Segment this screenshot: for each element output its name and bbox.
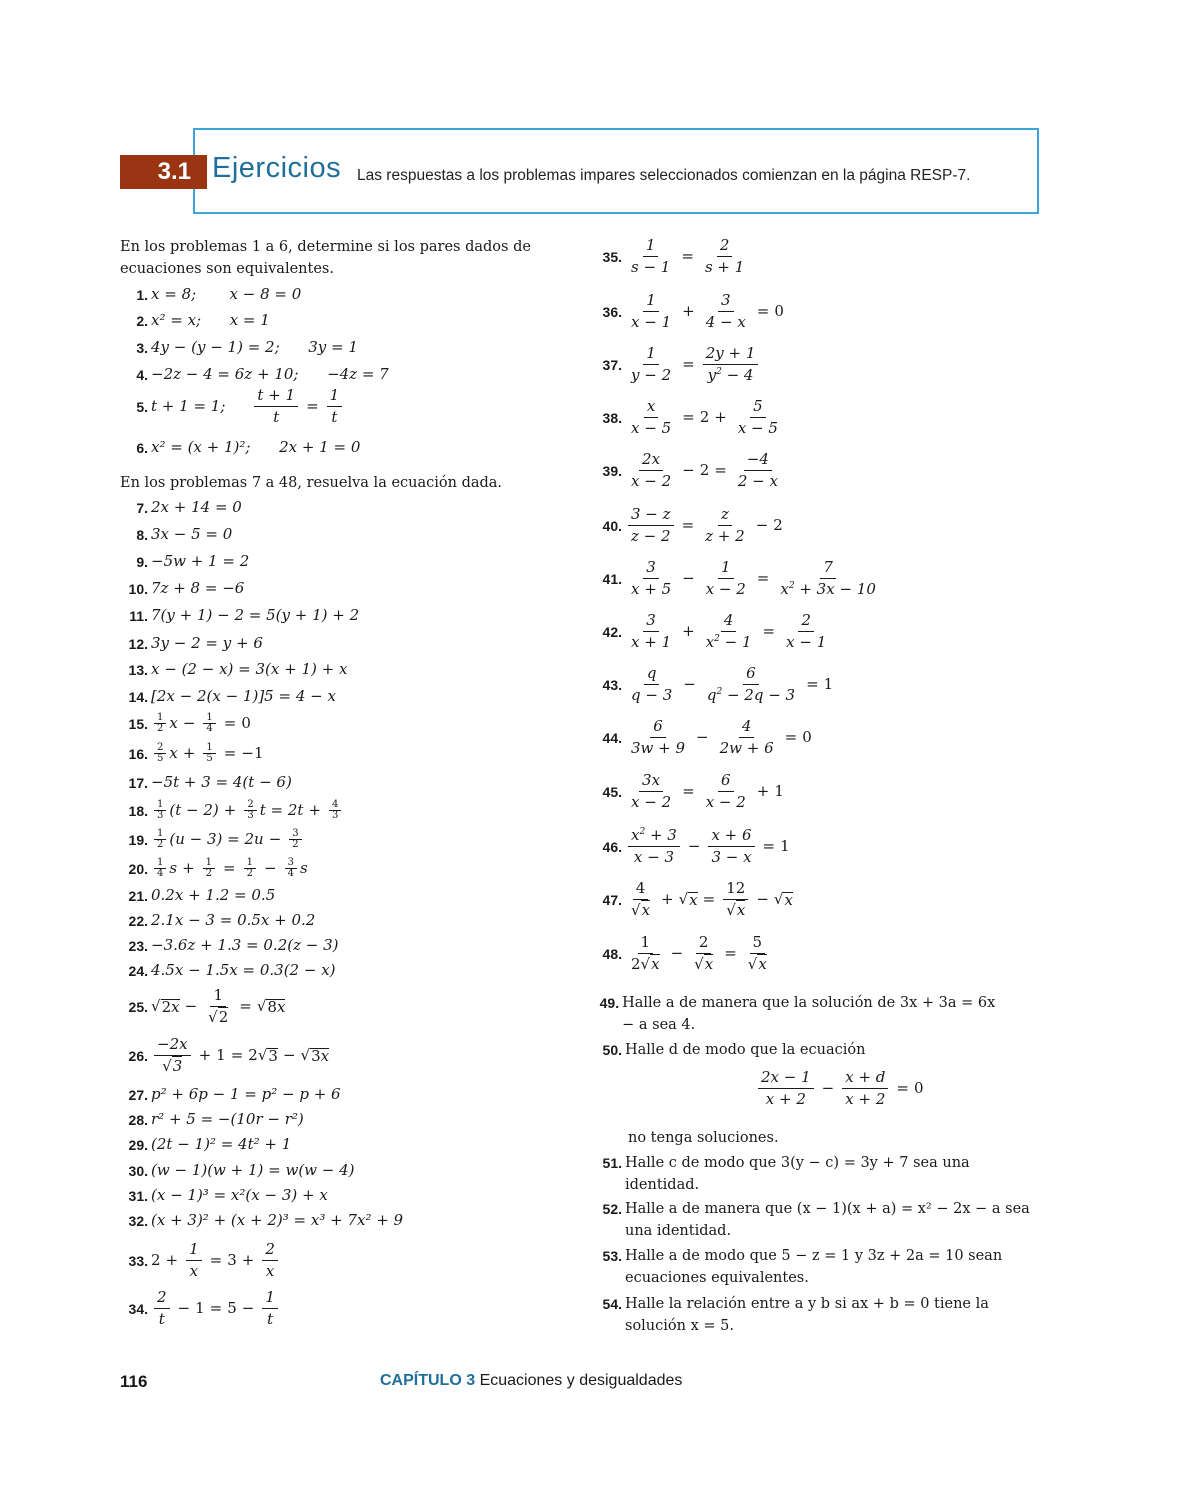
exercise-6: 6. x² = (x + 1)²; 2x + 1 = 0 <box>136 438 361 456</box>
exercise-2: 2. x² = x; x = 1 <box>136 311 270 329</box>
exercise-28: 28. r² + 5 = −(10r − r²) <box>128 1110 304 1128</box>
exercise-17: 17. −5t + 3 = 4(t − 6) <box>128 773 292 791</box>
exercise-29: 29. (2t − 1)² = 4t² + 1 <box>128 1135 292 1153</box>
exercise-18: 18. $\frac{1}{3}$ (t − 2) + $\frac{2}{3}$ t = 2t + $\frac{4}{3}$ <box>120 800 344 821</box>
intro-7-48: En los problemas 7 a 48, resuelva la ecuación dada. <box>120 475 503 491</box>
exercise-35: 35. $\frac{1}{s - 1}$ = $\frac{2}{s + 1}$ <box>602 236 745 276</box>
right-column <box>585 0 1045 1360</box>
exercise-34: 34. $\frac{2}{t}$ − 1 = 5 − $\frac{1}{t}$ <box>120 1290 281 1327</box>
exercise-48: 48. $\frac{1}{2√x}$ − $\frac{2}{√x}$ = $\frac{5}{√x}$ <box>602 933 767 973</box>
exercise-23: 23. −3.6z + 1.3 = 0.2(z − 3) <box>128 936 339 954</box>
exercise-21: 21. 0.2x + 1.2 = 0.5 <box>128 886 276 904</box>
exercise-52: 52. Halle a de manera que (x − 1)(x + a) = x² − 2x − a sea una identidad. <box>602 1201 1030 1239</box>
exercise-50: 50. Halle d de modo que la ecuación <box>602 1042 866 1058</box>
exercise-37: 37. $\frac{1}{y - 2}$ = $\frac{2y + 1}{y^2 - 4}$ <box>585 346 761 383</box>
exercise-15: 15. $\frac{1}{2}$ x − $\frac{1}{4}$ = 0 <box>128 712 251 734</box>
exercise-53: 53. Halle a de modo que 5 − z = 1 y 3z + 2a = 10 sean ecuaciones equivalentes. <box>602 1248 1003 1286</box>
exercise-11: 11. 7(y + 1) − 2 = 5(y + 1) + 2 <box>129 606 360 624</box>
exercise-7: 7. 2x + 14 = 0 <box>136 498 242 516</box>
exercise-10: 10. 7z + 8 = −6 <box>128 579 245 597</box>
exercise-33: 33. 2 + $\frac{1}{x}$ = 3 + $\frac{2}{x}$ <box>120 1242 281 1279</box>
exercise-27: 27. p² + 6p − 1 = p² − p + 6 <box>128 1085 341 1103</box>
exercise-39: 39. $\frac{2x}{x - 2}$ − 2 = $\frac{-4}{2 - x}$ <box>602 450 778 490</box>
exercise-24: 24. 4.5x − 1.5x = 0.3(2 − x) <box>128 961 336 979</box>
exercise-5: 5. t + 1 = 1; $\frac{t + 1}{t}$ = $\frac{1}{t}$ <box>120 388 345 425</box>
exercise-22: 22. 2.1x − 3 = 0.5x + 0.2 <box>128 911 316 929</box>
exercise-19: 19. $\frac{1}{2}$ (u − 3) = 2u − $\frac{3}{2}$ <box>120 829 305 850</box>
exercise-47: 47. $\frac{4}{√x}$ + √ x = $\frac{12}{√x}$ − √ x <box>602 879 793 919</box>
section-number: 3.1 <box>120 155 207 189</box>
exercise-46: 46. $\frac{x^2 + 3}{x - 3}$ − $\frac{x + 6}{3 - x}$ = 1 <box>602 826 790 866</box>
exercise-40: 40. $\frac{3 - z}{z - 2}$ = $\frac{z}{z + 2}$ − 2 <box>602 505 783 545</box>
exercise-9: 9. −5w + 1 = 2 <box>136 552 250 570</box>
exercise-41: 41. $\frac{3}{x + 5}$ − $\frac{1}{x - 2}$ = $\frac{7}{x^2 + 3x - 10}$ <box>602 558 876 598</box>
exercise-16: 16. $\frac{2}{5}$ x + $\frac{1}{5}$ = −1 <box>128 742 264 764</box>
exercise-12: 12. 3y − 2 = y + 6 <box>128 634 263 652</box>
section-title: Ejercicios <box>212 152 342 184</box>
exercise-44: 44. $\frac{6}{3w + 9}$ − $\frac{4}{2w + 6}$ = 0 <box>602 717 812 757</box>
exercise-26: 26. $\frac{-2x}{√3}$ + 1 = 2√ 3 − √ 3x <box>128 1035 330 1075</box>
exercise-1: 1. x = 8; x − 8 = 0 <box>136 285 302 303</box>
exercise-8: 8. 3x − 5 = 0 <box>136 525 233 543</box>
answers-note: Las respuestas a los problemas impares seleccionados comienzan en la página RESP-7. <box>357 167 971 184</box>
exercise-51: 51. Halle c de modo que 3(y − c) = 3y + 7 sea una identidad. <box>602 1155 970 1193</box>
exercise-20: 20. $\frac{1}{4}$ s + $\frac{1}{2}$ = $\frac{1}{2}$ − $\frac{3}{4}$ s <box>128 857 308 879</box>
chapter-label: CAPÍTULO 3 <box>380 1372 476 1389</box>
chapter-title: Ecuaciones y desigualdades <box>479 1372 683 1389</box>
exercise-36: 36. $\frac{1}{x - 1}$ + $\frac{3}{4 - x}$ = 0 <box>602 291 784 331</box>
chapter-footer <box>380 1372 682 1390</box>
exercise-4: 4. −2z − 4 = 6z + 10; −4z = 7 <box>136 365 389 383</box>
exercise-31: 31. (x − 1)³ = x²(x − 3) + x <box>128 1186 328 1204</box>
exercise-49: 49. Halle a de manera que la solución de 3x + 3a = 6x − a sea 4. <box>599 995 996 1033</box>
exercise-42: 42. $\frac{3}{x + 1}$ + $\frac{4}{x^2 - 1}$ = $\frac{2}{x - 1}$ <box>602 611 827 651</box>
exercise-3: 3. 4y − (y − 1) = 2; 3y = 1 <box>136 338 358 356</box>
intro-1-6: En los problemas 1 a 6, determine si los pares dados de ecuaciones son equivalentes. <box>120 239 531 277</box>
exercise-13: 13. x − (2 − x) = 3(x + 1) + x <box>128 660 348 678</box>
exercise-25: 25. √ 2x − $\frac{1}{√2}$ = √ 8x <box>128 986 286 1026</box>
exercise-32: 32. (x + 3)² + (x + 2)³ = x³ + 7x² + 9 <box>128 1211 404 1229</box>
exercise-14: 14. [2x − 2(x − 1)]5 = 4 − x <box>128 687 336 705</box>
exercise-45: 45. $\frac{3x}{x - 2}$ = $\frac{6}{x - 2}$ + 1 <box>602 771 784 811</box>
exercise-54: 54. Halle la relación entre a y b si ax + b = 0 tiene la solución x = 5. <box>602 1296 989 1334</box>
exercise-43: 43. $\frac{q}{q - 3}$ − $\frac{6}{q^2 - 2q - 3}$ = 1 <box>602 664 834 704</box>
exercise-38: 38. $\frac{x}{x - 5}$ = 2 + $\frac{5}{x - 5}$ <box>602 397 778 437</box>
exercise-50-equation: $\frac{2x - 1}{x + 2}$ − $\frac{x + d}{x + 2}$ = 0 <box>755 1070 924 1107</box>
left-column <box>120 0 570 1360</box>
page-number: 116 <box>120 1372 148 1391</box>
exercise-50-tail: no tenga soluciones. <box>628 1130 779 1146</box>
exercise-30: 30. (w − 1)(w + 1) = w(w − 4) <box>128 1161 355 1179</box>
